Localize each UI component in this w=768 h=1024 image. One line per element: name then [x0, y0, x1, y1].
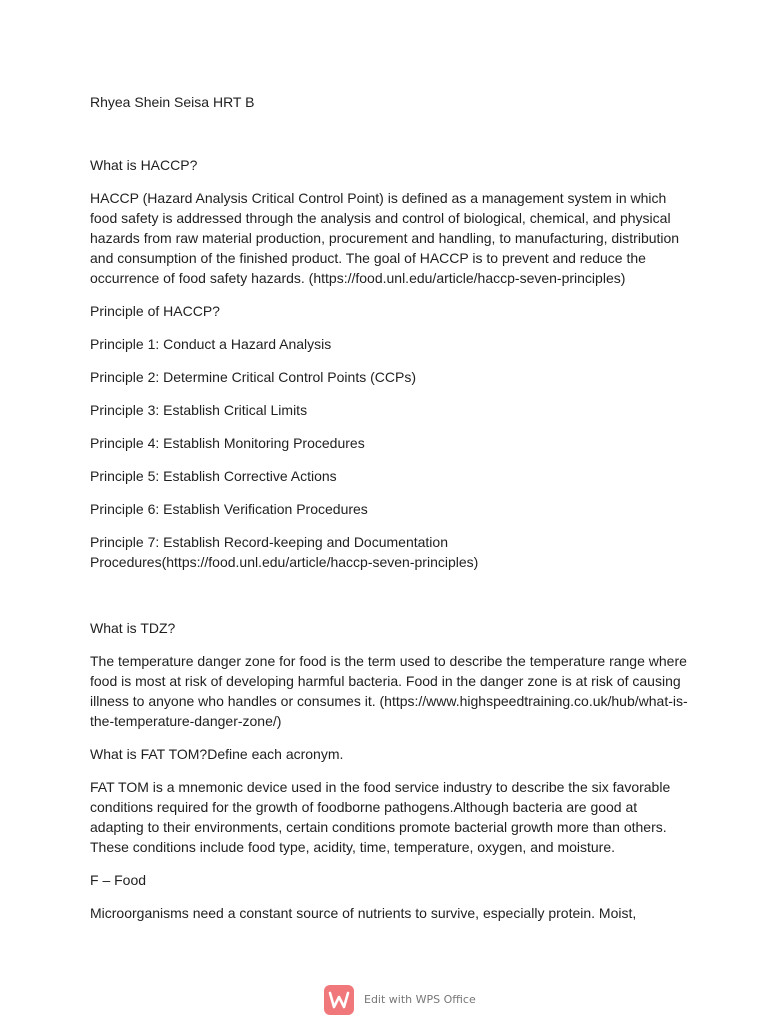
author-line: Rhyea Shein Seisa HRT B: [90, 94, 255, 110]
question-principles: Principle of HACCP?: [90, 303, 220, 319]
tdz-definition: The temperature danger zone for food is the term used to describe the temperature range where food is most at risk of developing harmful bacteria. Food in the danger zone is at risk of causing illness to anyone who handles or consumes it. (https://www.highspeedtraining.co.uk/hub/what-is-the-temperature-danger-zone/): [90, 653, 688, 729]
document-body: [90, 92, 690, 936]
principle-item: Principle 1: Conduct a Hazard Analysis: [90, 336, 332, 352]
principle-item: Principle 6: Establish Verification Procedures: [90, 501, 368, 517]
principle-item: Principle 5: Establish Corrective Actions: [90, 468, 337, 484]
haccp-definition: HACCP (Hazard Analysis Critical Control Point) is defined as a management system in which food safety is addressed through the analysis and control of biological, chemical, and physical hazards from raw material production, procurement and handling, to manufacturing, distribution and consumption of the finished product. The goal of HACCP is to prevent and reduce the occurrence of food safety hazards. (https://food.unl.edu/article/haccp-seven-principles): [90, 190, 680, 286]
f-heading: F – Food: [90, 872, 147, 888]
principle-item: Principle 3: Establish Critical Limits: [90, 402, 308, 418]
wps-footer[interactable]: [324, 984, 476, 1016]
question-fattom: What is FAT TOM?Define each acronym.: [90, 746, 344, 762]
wps-footer-text[interactable]: Edit with WPS Office: [364, 993, 476, 1006]
question-haccp: What is HACCP?: [90, 157, 198, 173]
fattom-definition: FAT TOM is a mnemonic device used in the food service industry to describe the six favorable conditions required for the growth of foodborne pathogens.Although bacteria are good at adapting to their environments, certain conditions promote bacterial growth more than others. These conditions include food type, acidity, time, temperature, oxygen, and moisture.: [90, 779, 671, 855]
wps-logo-icon[interactable]: [324, 985, 354, 1015]
question-tdz: What is TDZ?: [90, 620, 176, 636]
principle-item: Principle 2: Determine Critical Control Points (CCPs): [90, 369, 416, 385]
principle-item: Principle 7: Establish Record-keeping and Documentation Procedures(https://food.unl.edu/article/haccp-seven-principles): [90, 534, 479, 570]
f-text: Microorganisms need a constant source of nutrients to survive, especially protein. Moist,: [90, 905, 637, 921]
principle-item: Principle 4: Establish Monitoring Procedures: [90, 435, 365, 451]
